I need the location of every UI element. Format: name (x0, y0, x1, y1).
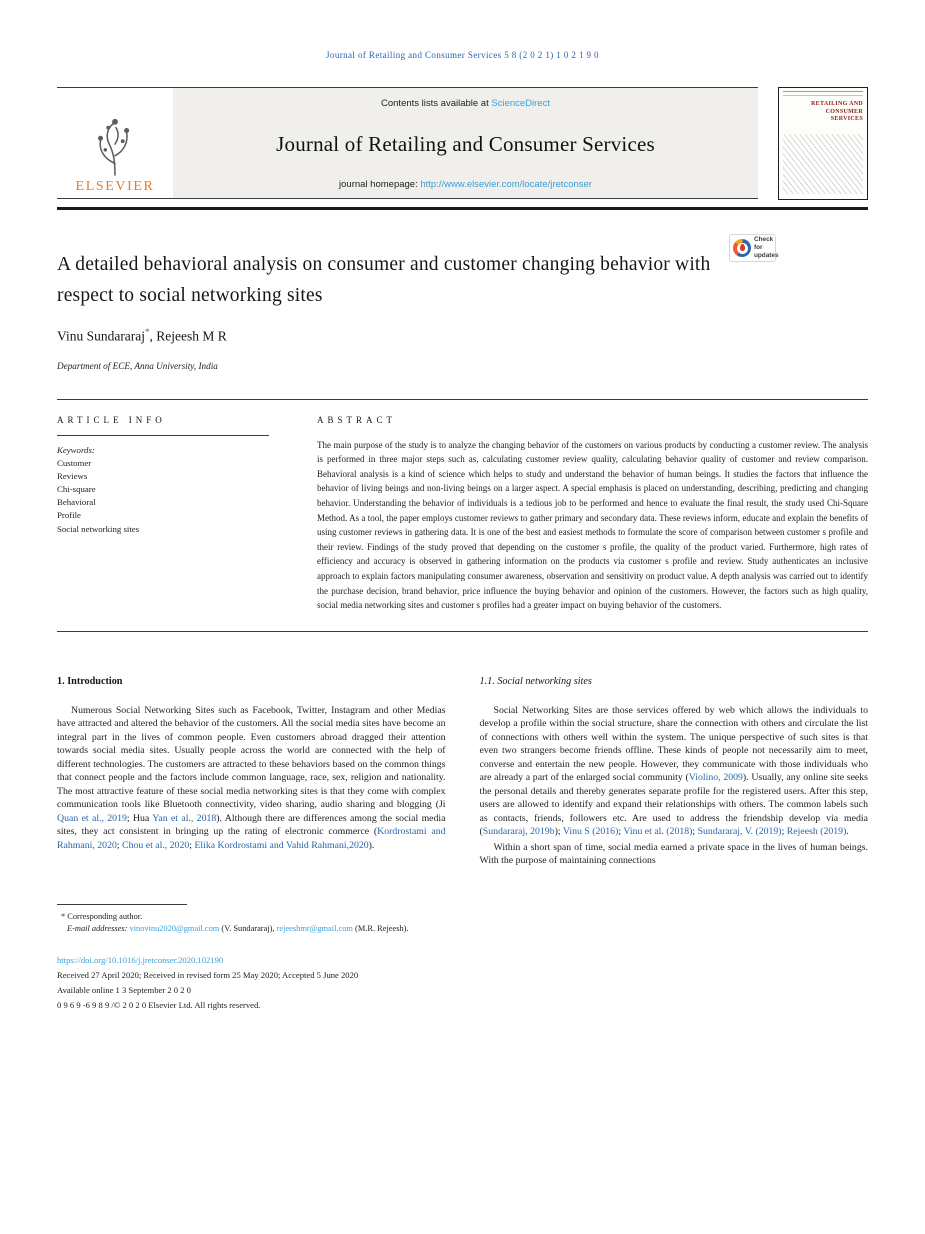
intro-text: ; (116, 839, 123, 851)
journal-citation: Journal of Retailing and Consumer Services 5 8 (2 0 2 1) 1 0 2 1 9 0 (326, 50, 599, 60)
badge-line-1: Check for (754, 235, 774, 251)
elsevier-tree-icon (86, 115, 144, 177)
title-row (57, 232, 868, 311)
body-text: Social Networking Sites are those services offered by web which allows the individuals to develop a profile within the social structure, share the connection with others and circulate the list of connections with others well within the system. The unique perspective of such sites is that even two strangers become friends offline. These kinds of people not necessarily aim to meet, converse and entertain the new people. However, they communicate with those individuals who are already a part of the enlarged social community ( (479, 704, 868, 784)
citation-link[interactable]: Rejeesh (2019) (786, 826, 847, 838)
body-text: . (846, 826, 849, 838)
crossmark-icon (733, 239, 751, 257)
keyword-item: Social networking sites (57, 523, 140, 534)
footnote-rule (57, 904, 187, 905)
keyword-item: Profile (57, 510, 81, 521)
homepage-label: journal homepage: (339, 179, 421, 190)
citation-link[interactable]: Sundararaj, 2019b (482, 826, 555, 838)
header-rule (57, 207, 868, 210)
email-label: E-mail addresses: (67, 923, 128, 933)
keyword-item: Behavioral (57, 497, 96, 508)
body-text: ); (554, 826, 563, 838)
cover-title: RETAILING AND CONSUMER SERVICES (811, 101, 863, 122)
publication-info-block (57, 953, 868, 1013)
article-info-heading: ARTICLE INFO (57, 414, 166, 425)
section-heading-introduction: 1. Introduction (57, 675, 123, 687)
article-info-rule (57, 435, 269, 436)
citation-link[interactable]: Vinu S (2016) (562, 826, 619, 838)
email-addresses-line (57, 924, 868, 933)
right-column (480, 676, 869, 870)
intro-text: ). Although there are differences among the social media sites, they act consistent in bringing up the rating of electronic commerce ( (57, 812, 446, 838)
author-1: Vinu Sundararaj (57, 328, 146, 344)
abstract-column (317, 415, 868, 613)
check-for-updates-label (754, 236, 779, 261)
check-for-updates-badge[interactable] (729, 234, 779, 262)
body-text: ). Usually, any online site seeks the personal details and thereby generates separate profile for the registered users. After this step, users are allowed to identify and expand their relationships with others. The common labels such as contacts, friends, followers etc. Are used to address the friendship develop via media ( (479, 772, 868, 838)
abstract-heading: ABSTRACT (317, 414, 397, 425)
journal-cover-thumbnail (778, 87, 868, 200)
issn-copyright: 0 9 6 9 -6 9 8 9 /© 2 0 2 0 Elsevier Ltd. All rights reserved. (57, 999, 261, 1010)
footnote-star: * (61, 911, 66, 921)
contents-lists-text: Contents lists available at (381, 98, 492, 109)
authors-line (57, 327, 868, 345)
keyword-item: Chi-square (57, 484, 96, 495)
section11-paragraph-2: Within a short span of time, social media earned a private space in the lives of human beings. With the purpose of maintaining connections (479, 841, 868, 867)
crossmark-drop (740, 244, 745, 251)
elsevier-logo (57, 88, 173, 198)
body-text: ; (781, 826, 787, 838)
citation-link[interactable]: Chou et al., 2020 (122, 839, 190, 851)
elsevier-wordmark: ELSEVIER (75, 179, 155, 194)
email-link-1[interactable]: vinovinu2020@gmail.com (129, 923, 220, 933)
section11-paragraph-1 (480, 704, 869, 839)
journal-header (57, 87, 868, 200)
intro-text: Numerous Social Networking Sites such as Facebook, Twitter, Instagram and other Medias have attracted and altered the behavior of the customers. All the social media sites have become an integral part in the lives of common people. Even customers abroad dragged their attention towards social media sites. Usually people across the world are connected with the help of different technologies. The customers are attracted to these behaviors based on the common things that connect people and the factors include common language, race, sex, religion and nationality. The most attractive feature of these social media networking sites is that they come with complex communication tools like Bluetooth connectivity, video sharing, audio sharing and blogging (Ji (57, 704, 446, 811)
doi-link[interactable]: https://doi.org/10.1016/j.jretconser.2020.102190 (57, 954, 224, 965)
cover-stripes (783, 134, 863, 194)
corresponding-author-mark[interactable]: * (145, 327, 150, 338)
available-online: Available online 1 3 September 2 0 2 0 (57, 984, 191, 995)
badge-line-2: updates (754, 252, 779, 260)
footnote-block (57, 904, 868, 933)
citation-link[interactable]: Quan et al., 2019 (57, 812, 127, 824)
section-heading-social-networking-sites: 1.1. Social networking sites (479, 675, 592, 687)
homepage-link[interactable]: http://www.elsevier.com/locate/jretconser (420, 179, 592, 190)
body-text: ; (618, 826, 624, 838)
citation-link[interactable]: Elika Kordrostami and Vahid Rahmani,2020 (194, 839, 369, 851)
left-column (57, 676, 446, 870)
abstract-text: The main purpose of the study is to analyze the changing behavior of the customers on various products by conducting a customer review. The analysis is performed in three major steps such as, calculating customer review quality, calculating behavior quality of customer and review comparison. Behavioral analysis is a kind of science which helps to study and understand the behavior of human beings. It studies the factors that influence the behavior of living beings and non-living beings on a larger aspect. A special emphasis is placed on understanding, describing, predicting and changing behavior. Understanding the behavior of individuals is a tedious job to be performed and hence to evaluate the final result, the study used Chi-Square Method. As a tool, the paper employs customer reviews to gather primary and secondary data. These reviews inform, educate and explain the benefits of using customer reviews in gathering data. It is one of the best and easiest methods to formulate the score of comparison between customer s profile and their review. Findings of the study proved that depending on the customer s profile, the quality of the product varied. Furthermore, high rates of efficiency and accuracy is observed in gathering information on the products via customer s profile and review. Study authenticates an inclusive approach to explain factors manipulating consumer awareness, observation and sensitivity on product value. A depth analysis was carried out to identify the purchase decision, brand behavior, price influence the buying behavior and opinion of the customers. However, the factors such as high quality, social media networking sites and customer s profiles had a greater impact on buying behavior of the customers. (317, 439, 868, 611)
keywords-label: Keywords: (57, 444, 95, 455)
email-link-2[interactable]: rejeeshmr@gmail.com (276, 923, 353, 933)
keyword-item: Customer (57, 457, 92, 468)
body-columns (57, 676, 868, 870)
citation-link[interactable]: Kordrostami and Rahmani, 2020 (57, 826, 446, 851)
homepage-line (181, 179, 750, 190)
introduction-paragraph (57, 704, 446, 853)
journal-header-band (57, 87, 758, 199)
citation-link[interactable]: Sundararaj, V. (2019) (697, 826, 782, 838)
corresponding-author-note (57, 912, 868, 921)
author-2: , Rejeesh M R (149, 328, 227, 344)
contents-line (181, 98, 750, 109)
intro-text: ; Hua (126, 812, 153, 824)
article-info-column (57, 415, 269, 613)
article-info-abstract-section (57, 399, 868, 632)
journal-title: Journal of Retailing and Consumer Services (276, 131, 655, 156)
citation-link[interactable]: Yan et al., 2018 (152, 812, 217, 824)
intro-text: ). (368, 839, 375, 851)
journal-masthead (173, 88, 758, 198)
citation-link[interactable]: Vinu et al. (2018) (623, 826, 693, 838)
body-text: ; (692, 826, 698, 838)
article-title: A detailed behavioral analysis on consumer and customer changing behavior with respect to social networking sites (57, 254, 711, 306)
received-dates: Received 27 April 2020; Received in revised form 25 May 2020; Accepted 5 June 2020 (57, 969, 359, 980)
email-name-1: (V. Sundararaj), (219, 923, 277, 933)
citation-link[interactable]: Violino, 2009 (688, 772, 743, 784)
intro-text: ; (189, 839, 195, 851)
affiliation: Department of ECE, Anna University, India (57, 360, 218, 371)
email-name-2: (M.R. Rejeesh). (352, 923, 409, 933)
keyword-item: Reviews (57, 470, 88, 481)
corresponding-author-text: Corresponding author. (67, 911, 143, 921)
sciencedirect-link[interactable]: ScienceDirect (491, 98, 550, 109)
cover-top-lines (783, 91, 863, 96)
